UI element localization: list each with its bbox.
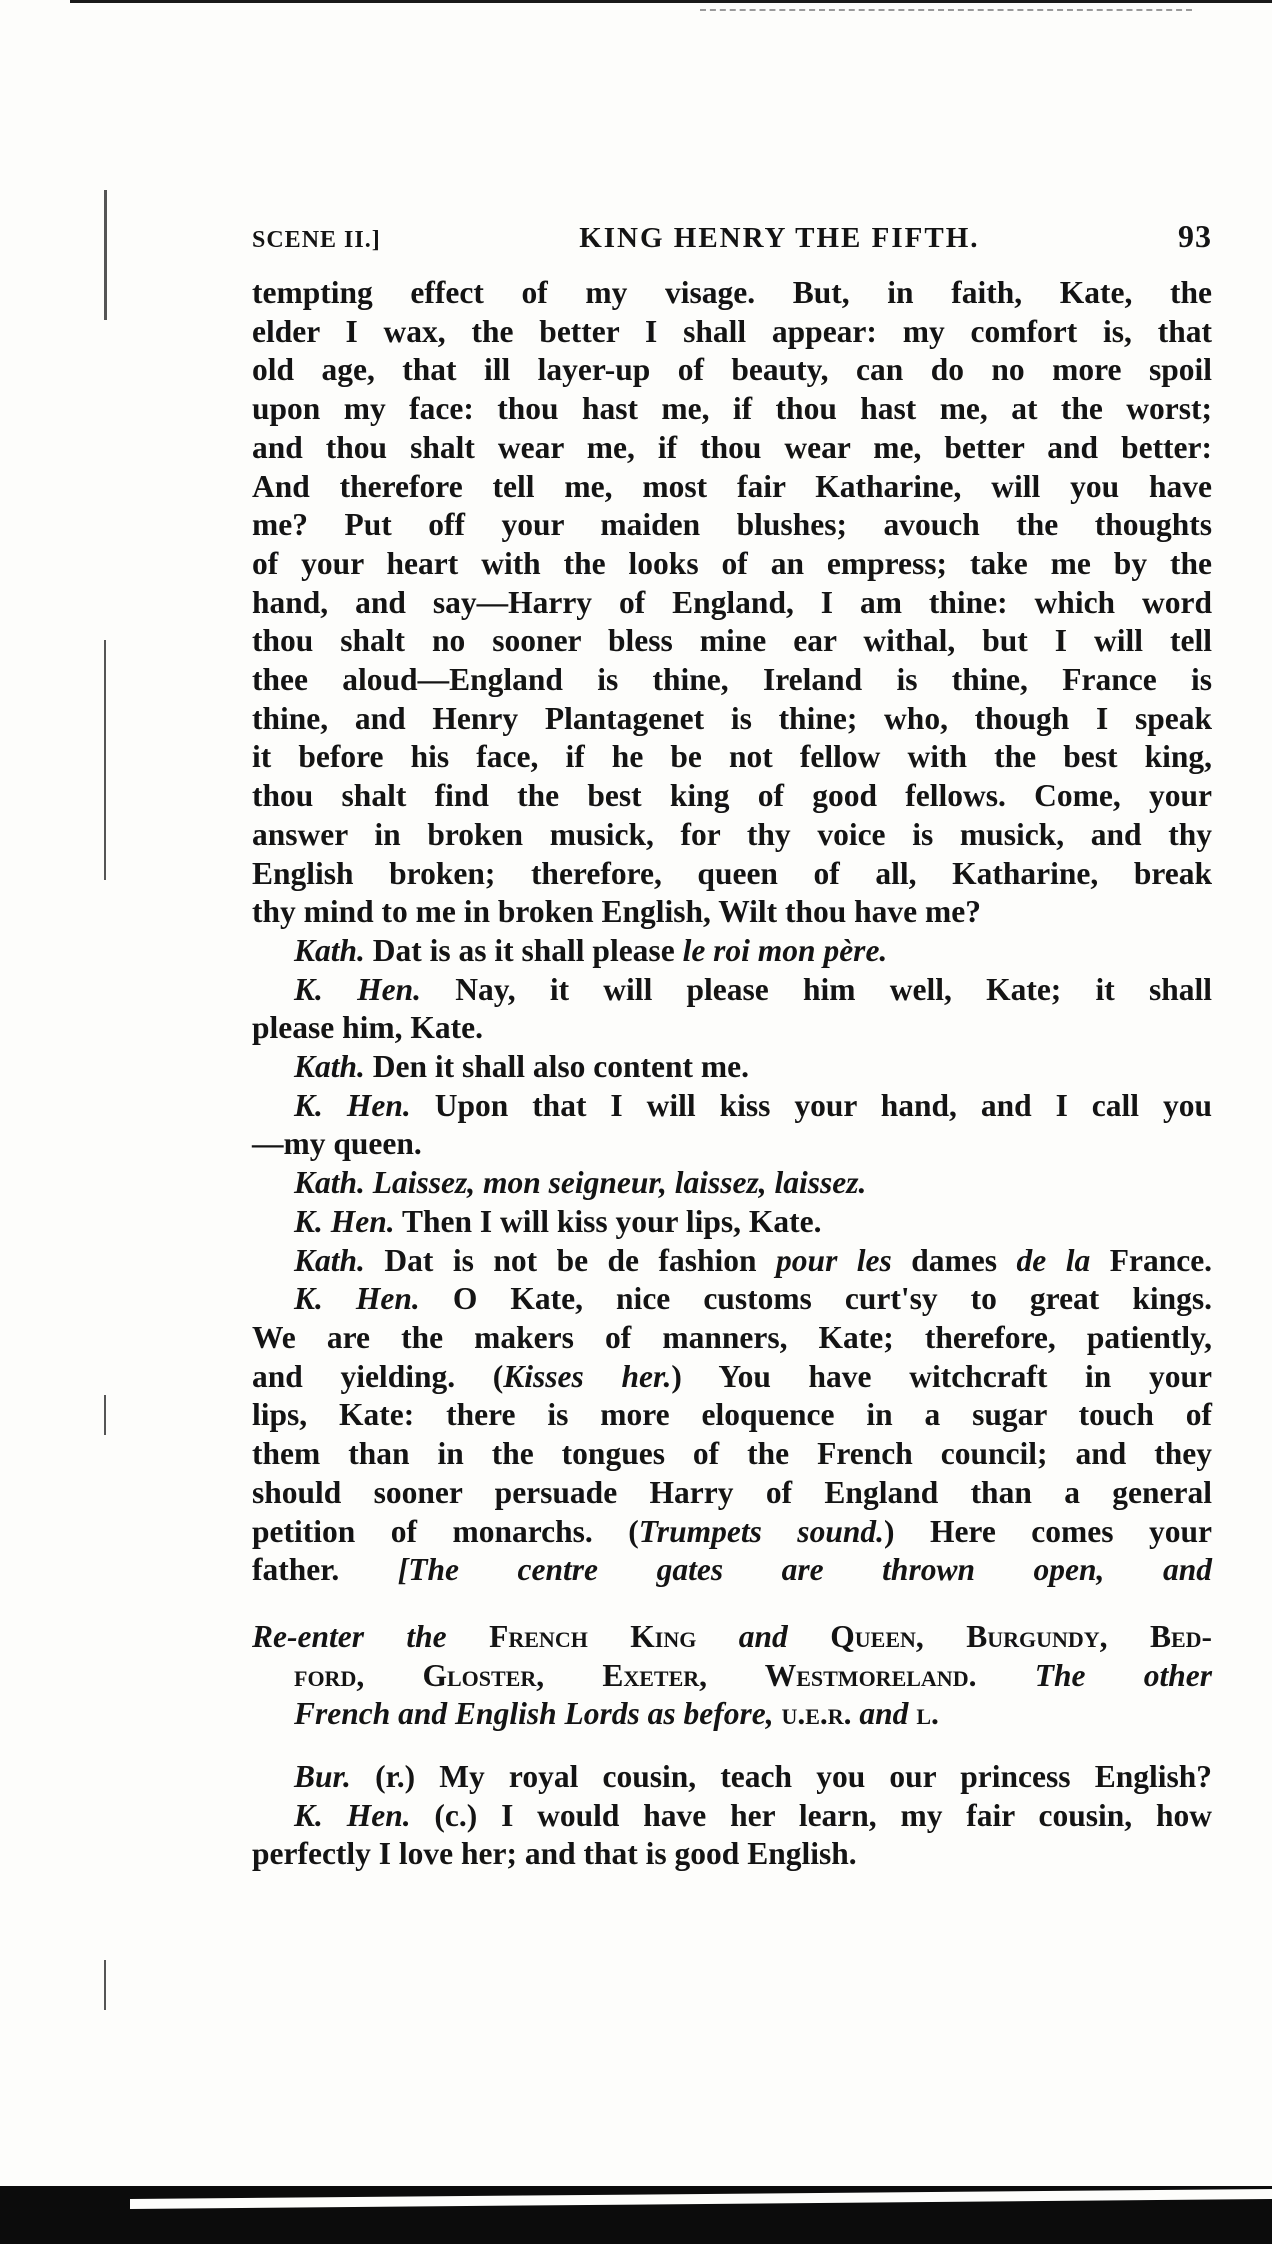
- speech-text: Then I will kiss your lips, Kate.: [401, 1203, 822, 1239]
- margin-mark: [104, 1395, 106, 1435]
- speech-text: (c.) I would have her learn, my fair cousin, how: [434, 1797, 1213, 1833]
- speaker-name: K. Hen.: [294, 971, 421, 1007]
- stage-text-italic: Re-enter the: [252, 1618, 447, 1654]
- speech-kath: [252, 1164, 1212, 1203]
- text-line: [252, 1551, 1212, 1590]
- speech-text: Dat is as it shall please: [372, 932, 675, 968]
- speech-kath: [252, 1242, 1212, 1281]
- text-line: tempting effect of my visage. But, in faith, Kate, the: [252, 275, 1212, 310]
- speech-text: Upon that I will kiss your hand, and I call you: [434, 1087, 1213, 1123]
- text-line: English broken; therefore, queen of all, Katharine, break: [252, 855, 1212, 891]
- stage-text-italic: and: [859, 1696, 909, 1732]
- text-line: old age, that ill layer-up of beauty, can do no more spoil: [252, 352, 1212, 388]
- speech-text: dames: [911, 1242, 998, 1278]
- page-number: 93: [1177, 218, 1212, 254]
- text-line: thy mind to me in broken English, Wilt thou have me?: [252, 894, 982, 930]
- speech-k-hen: [252, 971, 1212, 1010]
- text-line: please him, Kate.: [252, 1010, 483, 1046]
- margin-mark: [104, 1960, 106, 2010]
- speech-text: ) Here comes your: [883, 1513, 1213, 1549]
- text-line: thine, and Henry Plantagenet is thine; who, though I speak: [252, 700, 1212, 736]
- speaker-name: Kath.: [294, 1165, 365, 1201]
- top-dashed-rule: [700, 9, 1192, 11]
- speaker-name: K. Hen.: [294, 1797, 411, 1833]
- text-line: perfectly I love her; and that is good English.: [252, 1836, 857, 1872]
- speech-text: Den it shall also content me.: [372, 1049, 750, 1085]
- speech-text-italic: le roi mon père.: [682, 932, 888, 968]
- character-names: ford, Gloster, Exeter, Westmoreland.: [294, 1657, 977, 1693]
- text-line: them than in the tongues of the French council; and they: [252, 1436, 1212, 1472]
- stage-direction-block: [252, 1618, 1212, 1734]
- speech-text-italic: pour les: [776, 1242, 892, 1278]
- stage-text-italic: French and English Lords as before,: [294, 1696, 774, 1732]
- speech-kath: [252, 1048, 1212, 1087]
- speech-text: O Kate, nice customs curt'sy to great kings.: [452, 1281, 1213, 1317]
- stage-position: u.e.r.: [781, 1696, 852, 1732]
- speech-text: ) You have witchcraft in your: [671, 1358, 1212, 1394]
- stage-direction-inline: Trumpets sound.: [638, 1513, 884, 1549]
- text-line: hand, and say—Harry of England, I am thine: which word: [252, 584, 1212, 620]
- margin-mark: [104, 640, 106, 880]
- stage-direction-inline: Kisses her.: [503, 1358, 672, 1394]
- stage-text-italic: and: [738, 1618, 788, 1654]
- speech-text: petition of monarchs. (: [252, 1513, 639, 1549]
- stage-direction-inline: [The centre gates are thrown open, and: [397, 1552, 1213, 1588]
- text-line: lips, Kate: there is more eloquence in a sugar touch of: [252, 1397, 1212, 1433]
- stage-position: l.: [916, 1696, 939, 1732]
- speech-text: father.: [252, 1552, 340, 1588]
- speaker-name: K. Hen.: [294, 1203, 395, 1239]
- text-line: [252, 1513, 1212, 1552]
- text-line: thee aloud—England is thine, Ireland is thine, France is: [252, 662, 1212, 698]
- running-head: [252, 218, 1212, 274]
- scene-label: SCENE II.]: [252, 227, 381, 253]
- speech-k-hen: [252, 1797, 1212, 1836]
- speech-text: Dat is not be de fashion: [384, 1242, 757, 1278]
- speaker-name: Kath.: [294, 932, 365, 968]
- speaker-name: K. Hen.: [294, 1087, 411, 1123]
- text-line: and thou shalt wear me, if thou wear me, better and better:: [252, 429, 1212, 465]
- speaker-name: Bur.: [294, 1759, 351, 1795]
- character-names: Queen, Burgundy, Bed-: [830, 1618, 1213, 1654]
- text-line: thou shalt no sooner bless mine ear withal, but I will tell: [252, 623, 1212, 659]
- text-line: [252, 1358, 1212, 1397]
- text-line: We are the makers of manners, Kate; therefore, patiently,: [252, 1319, 1212, 1355]
- speech-text-italic: Laissez, mon seigneur, laissez, laissez.: [372, 1165, 867, 1201]
- text-line: upon my face: thou hast me, if thou hast me, at the worst;: [252, 391, 1212, 427]
- speech-text-italic: de la: [1016, 1242, 1091, 1278]
- stage-text-italic: The other: [1034, 1657, 1212, 1693]
- stage-line: [252, 1695, 1212, 1734]
- top-rule: [70, 0, 1272, 3]
- page-title: KING HENRY THE FIFTH.: [579, 222, 980, 254]
- text-line: me? Put off your maiden blushes; avouch the thoughts: [252, 507, 1212, 543]
- speech-text: Nay, it will please him well, Kate; it shall: [455, 971, 1213, 1007]
- speaker-name: Kath.: [294, 1049, 365, 1085]
- stage-line: [252, 1657, 1212, 1696]
- text-line: —my queen.: [252, 1126, 422, 1162]
- speech-kath: [252, 932, 1212, 971]
- margin-mark: [104, 190, 107, 320]
- speech-text: (r.) My royal cousin, teach you our princess English?: [375, 1759, 1213, 1795]
- speaker-name: Kath.: [294, 1242, 365, 1278]
- speech-k-hen: [252, 1280, 1212, 1319]
- text-line: elder I wax, the better I shall appear: my comfort is, that: [252, 313, 1212, 349]
- body-text: [252, 274, 1212, 1874]
- text-line: should sooner persuade Harry of England than a general: [252, 1474, 1212, 1510]
- text-line: thou shalt find the best king of good fellows. Come, your: [252, 778, 1212, 814]
- speech-text: and yielding. (: [252, 1358, 504, 1394]
- text-line: it before his face, if he be not fellow with the best king,: [252, 739, 1212, 775]
- text-line: of your heart with the looks of an empress; take me by the: [252, 545, 1212, 581]
- speech-k-hen: [252, 1087, 1212, 1126]
- speech-text: France.: [1109, 1242, 1213, 1278]
- text-line: answer in broken musick, for thy voice is musick, and thy: [252, 816, 1212, 852]
- character-names: French King: [489, 1618, 697, 1654]
- speaker-name: K. Hen.: [294, 1281, 420, 1317]
- text-line: And therefore tell me, most fair Katharine, will you have: [252, 468, 1212, 504]
- speech-bur: [252, 1758, 1212, 1797]
- book-page: [252, 218, 1212, 1874]
- stage-line: [252, 1618, 1212, 1657]
- speech-k-hen: [252, 1203, 1212, 1242]
